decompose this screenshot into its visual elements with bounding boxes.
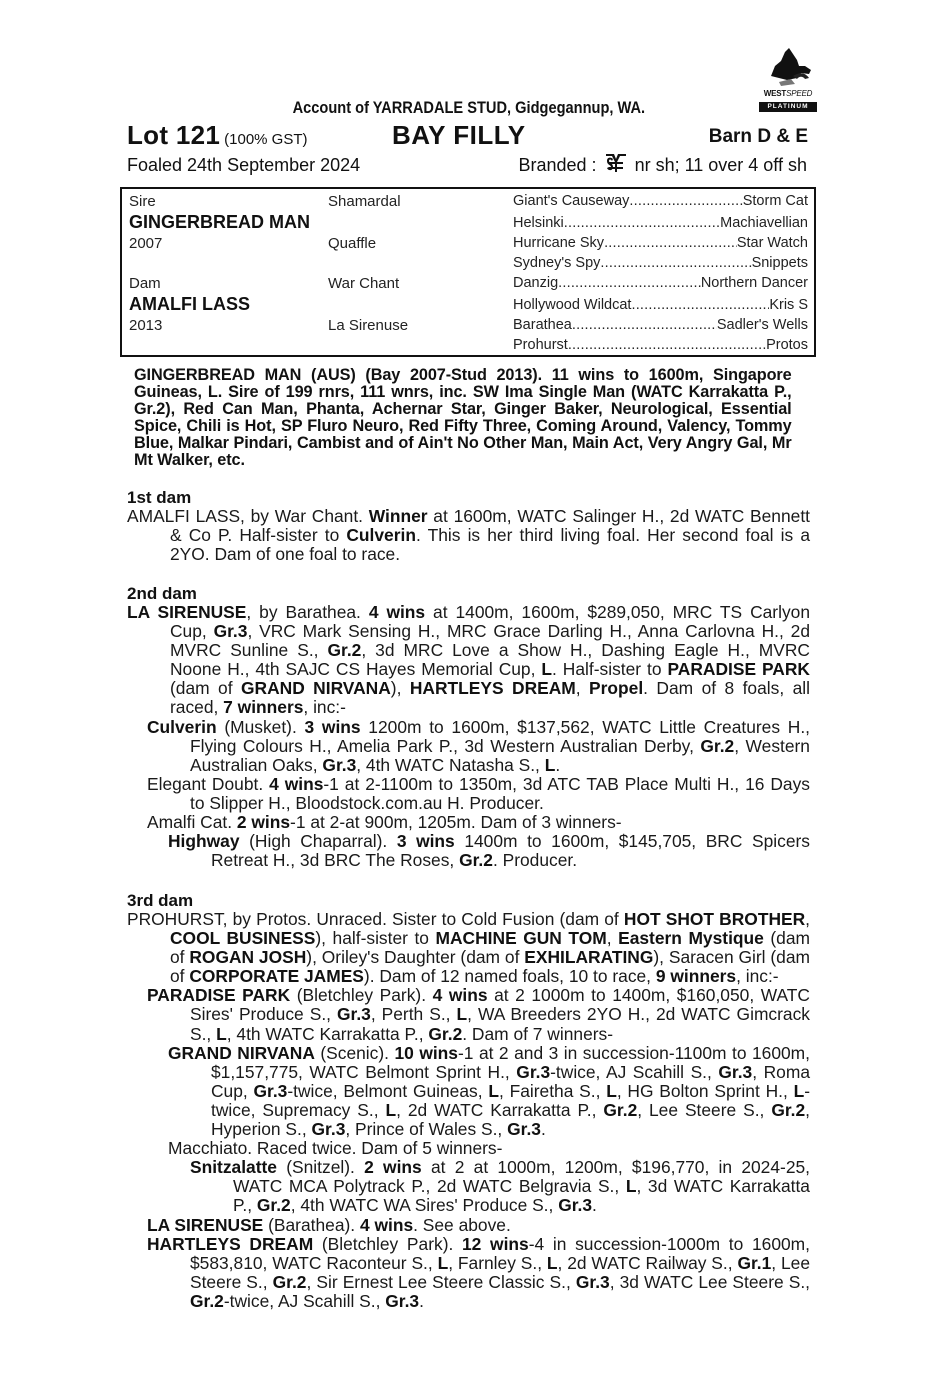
progeny-entry: Macchiato. Raced twice. Dam of 5 winners- [168, 1138, 503, 1159]
progeny-entry: LA SIRENUSE (Barathea). 4 wins. See above. [147, 1214, 511, 1235]
dam-entry: PROHURST, by Protos. Unraced. Sister to Cold Fusion (dam of HOT SHOT BROTHER, COOL BUSINESS), half-sister to MACHINE GUN TOM, Eastern Mystique (dam of ROGAN JOSH), Oriley's Daughter (dam of EXHILARATING), Saracen Girl (dam of CORPORATE JAMES). Dam of 12 named foals, 10 to race, 9 winners, inc:- [127, 909, 811, 987]
dam-sire: War Chant [328, 275, 400, 292]
pedigree-table [120, 187, 816, 357]
sire-summary: GINGERBREAD MAN (AUS) (Bay 2007-Stud 2013). 11 wins to 1600m, Singapore Guineas, L. Sire of 199 rnrs, 111 wnrs, inc. SW Ima Single Man (WATC Karrakatta P., Gr.2), Red Can Man, Phanta, Achernar Star, Ginger Baker, Neurological, Essential Spice, Chili is Hot, SP Fluro Neuro, Red Fifty Three, Coming Around, Valency, Tommy Blue, Malkar Pindari, Cambist and of Ain't No Other Man, Main Act, Very Angry Gal, Mr Mt Walker, etc. [134, 365, 792, 469]
vendor-account: Account of YARRADALE STUD, Gidgegannup, WA. [292, 98, 646, 117]
second-dam-section [127, 584, 810, 870]
pedigree-gen-row: Hurricane Sky ..... Star Watch [513, 235, 808, 251]
sex-colour: BAY FILLY [392, 120, 526, 150]
pedigree-gen-row: Danzig ..... Northern Dancer [513, 275, 808, 291]
third-dam-section [127, 891, 810, 1311]
pedigree-gen-row: Prohurst ..... Protos [513, 337, 808, 353]
sire-name: GINGERBREAD MAN [129, 212, 311, 232]
progeny-entry: Culverin (Musket). 3 wins 1200m to 1600m, $137,562, WATC Little Creatures H., Flying Colours H., Amelia Park P., 3d Western Australian Derby, Gr.2, Western Australian Oaks, Gr.3, 4th WATC Natasha S., L. [147, 716, 810, 775]
dam-dam: La Sirenuse [328, 317, 409, 334]
progeny-entry: Amalfi Cat. 2 wins-1 at 2-at 900m, 1205m. Dam of 3 winners- [147, 812, 622, 833]
dam-year: 2013 [129, 317, 163, 334]
section-heading: 2nd dam [127, 584, 197, 603]
sire-year: 2007 [129, 235, 163, 252]
gst-note: (100% GST) [224, 131, 308, 148]
dam-name: AMALFI LASS [129, 294, 250, 314]
section-heading: 1st dam [127, 488, 192, 507]
foaled-date: Foaled 24th September 2024 [127, 155, 361, 175]
progeny-entry: Elegant Doubt. 4 wins-1 at 2-1100m to 1350m, 3d ATC TAB Place Multi H., 16 Days to Slipper H., Bloodstock.com.au H. Producer. [147, 773, 810, 813]
dam-entry: LA SIRENUSE, by Barathea. 4 wins at 1400m, 1600m, $289,050, MRC TS Carlyon Cup, Gr.3, VRC Mark Sensing H., MRC Grace Darling H., Anna Carlovna H., 2d MVRC Sunline S., Gr.2, 3d MRC Love a Show H., Dashing Eagle H., MVRC Noone H., 4th SAJC CS Hayes Memorial Cup, L. Half-sister to PARADISE PARK (dam of GRAND NIRVANA), HARTLEYS DREAM, Propel. Dam of 8 foals, all raced, 7 winners, inc:- [127, 602, 810, 718]
sire-sire: Shamardal [328, 193, 401, 210]
progeny-entry: PARADISE PARK (Bletchley Park). 4 wins at 2 1000m to 1400m, $160,050, WATC Sires' Produce S., Gr.3, Perth S., L, WA Breeders 2YO H., 2d WATC Gimcrack S., L, 4th WATC Karrakatta P., Gr.2. Dam of 7 winners- [147, 985, 810, 1044]
brand-mark-icon [604, 153, 628, 174]
brand-info: Branded : nr sh; 11 over 4 off sh [518, 155, 807, 175]
lot-header [127, 120, 810, 152]
dam-entry: AMALFI LASS, by War Chant. Winner at 1600m, WATC Salinger H., 2d WATC Bennett & Co P. Half-sister to Culverin. This is her third living foal. Her second foal is a 2YO. Dam of one foal to race. [127, 506, 810, 565]
progeny-entry: HARTLEYS DREAM (Bletchley Park). 12 wins-4 in succession-1000m to 1600m, $583,810, WATC Raconteur S., L, Farnley S., L, 2d WATC Railway S., Gr.1, Lee Steere S., Gr.2, Sir Ernest Lee Steere Classic S., Gr.3, 3d WATC Lee Steere S., Gr.2-twice, AJ Scahill S., Gr.3. [147, 1233, 811, 1311]
foal-details [127, 155, 810, 179]
horse-silhouette-icon [757, 46, 819, 88]
progeny-entry: GRAND NIRVANA (Scenic). 10 wins-1 at 2 and 3 in succession-1100m to 1600m, $1,157,775, WATC Belmont Sprint H., Gr.3-twice, AJ Scahill S., Gr.3, Roma Cup, Gr.3-twice, Belmont Guineas, L, Fairetha S., L, HG Bolton Sprint H., L-twice, Supremacy S., L, 2d WATC Karrakatta P., Gr.2, Lee Steere S., Gr.2, Hyperion S., Gr.3, Prince of Wales S., Gr.3. [168, 1042, 810, 1140]
pedigree-gen-row: Helsinki ..... Machiavellian [513, 215, 808, 231]
sire-label: Sire [129, 193, 156, 210]
platinum-badge: PLATINUM [759, 102, 817, 112]
pedigree-gen-row: Giant's Causeway ..... Storm Cat [513, 193, 808, 209]
barn-location: Barn D & E [708, 126, 808, 147]
lot-number: Lot 121 (100% GST) [127, 120, 308, 150]
dam-label: Dam [129, 275, 161, 292]
sire-dam: Quaffle [328, 235, 377, 252]
first-dam-section [127, 488, 810, 564]
westspeed-wordmark: WESTSPEED [763, 89, 813, 98]
pedigree-gen-row: Hollywood Wildcat ..... Kris S [513, 297, 808, 313]
progeny-entry: Snitzalatte (Snitzel). 2 wins at 2 at 1000m, 1200m, $196,770, in 2024-25, WATC MCA Polytrack P., 2d WATC Belgravia S., L, 3d WATC Karrakatta P., Gr.2, 4th WATC WA Sires' Produce S., Gr.3. [190, 1157, 810, 1216]
pedigree-gen-row: Sydney's Spy ..... Snippets [513, 255, 808, 271]
section-heading: 3rd dam [127, 891, 194, 910]
pedigree-gen-row: Barathea ..... Sadler's Wells [513, 317, 808, 333]
progeny-entry: Highway (High Chaparral). 3 wins 1400m to 1600m, $145,705, BRC Spicers Retreat H., 3d BRC The Roses, Gr.2. Producer. [168, 831, 810, 871]
